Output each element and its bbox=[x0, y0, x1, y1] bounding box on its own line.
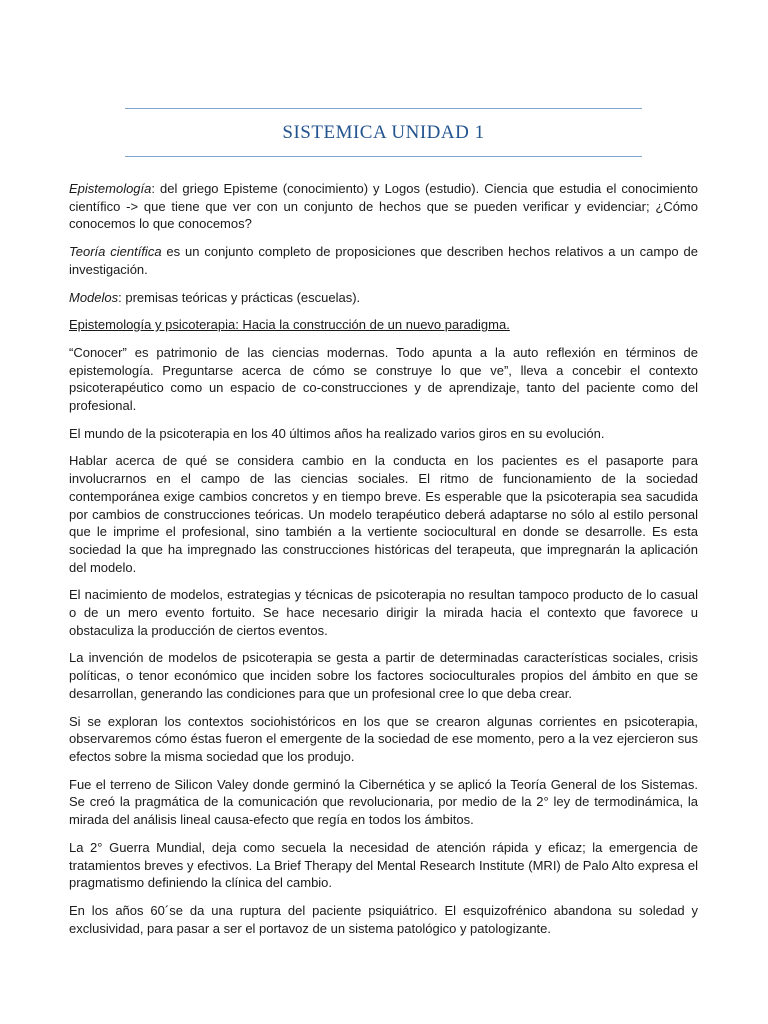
title-rule-bottom bbox=[125, 156, 642, 157]
paragraph-epistemologia bbox=[69, 180, 698, 233]
paragraph-nacimiento-modelos: El nacimiento de modelos, estrategias y técnicas de psicoterapia no resultan tampoco producto de lo casual o de un mero evento fortuito. Se hace necesario dirigir la mirada hacia el contexto que favorece u obstaculiza la producción de ciertos eventos. bbox=[69, 587, 698, 638]
paragraph-conocer: “Conocer” es patrimonio de las ciencias modernas. Todo apunta a la auto reflexión en términos de epistemología. Preguntarse acerca de cómo se construye lo que ve”, lleva a concebir el contexto psicoterapéutico como un espacio de co-construcciones y de aprendizaje, tanto del paciente como del profesional. bbox=[69, 344, 698, 414]
paragraph-segunda-guerra: La 2° Guerra Mundial, deja como secuela la necesidad de atención rápida y eficaz; la emergencia de tratamientos breves y efectivos. La Brief Therapy del Mental Research Institute (MRI) de Palo Alto expresa el pragmatismo definiendo la clínica del cambio. bbox=[69, 839, 698, 891]
paragraph-teoria-cientifica bbox=[69, 243, 698, 278]
page-title: SISTEMICA UNIDAD 1 bbox=[282, 122, 485, 143]
paragraph-modelos bbox=[69, 289, 698, 307]
definition-modelos: : premisas teóricas y prácticas (escuelas). bbox=[118, 289, 361, 305]
paragraph-silicon-valey: Fue el terreno de Silicon Valey donde germinó la Cibernética y se aplicó la Teoría General de los Sistemas. Se creó la pragmática de la comunicación que revolucionaria, por medio de la 2° ley de termodinámica, la mirada del análisis lineal causa-efecto que regía en todos los ámbitos. bbox=[69, 776, 698, 828]
paragraph-anos-60: En los años 60´se da una ruptura del paciente psiquiátrico. El esquizofrénico abandona su soledad y exclusividad, para pasar a ser el portavoz de un sistema patológico y patologizante. bbox=[69, 902, 698, 936]
term-epistemologia: Epistemología bbox=[69, 181, 152, 196]
paragraph-hablar-cambio: Hablar acerca de qué se considera cambio en la conducta en los pacientes es el pasaporte para involucrarnos en el campo de las ciencias sociales. El ritmo de funcionamiento de la sociedad contemporánea exige cambios concretos y en tiempo breve. Es esperable que la psicoterapia sea sacudida por cambios de construcciones teóricas. Un modelo terapéutico deberá adaptarse no sólo al estilo personal que le imprime el profesional, sino también a la vertiente sociocultural en donde se desarrolle. Es esta sociedad la que ha impregnado las construcciones históricas del terapeuta, que impregnarán la aplicación del modelo. bbox=[69, 453, 698, 575]
title-rule-top bbox=[125, 108, 642, 109]
definition-teoria-cientifica: es un conjunto completo de proposiciones que describen hechos relativos a un campo de investigación. bbox=[69, 244, 698, 277]
paragraph-mundo-psicoterapia: El mundo de la psicoterapia en los 40 últimos años ha realizado varios giros en su evolución. bbox=[69, 425, 605, 441]
term-modelos: Modelos bbox=[69, 289, 119, 305]
section-heading-text: Epistemología y psicoterapia: Hacia la construcción de un nuevo paradigma. bbox=[69, 317, 510, 333]
term-teoria-cientifica: Teoría científica bbox=[69, 244, 162, 260]
document-body bbox=[69, 180, 698, 947]
definition-epistemologia: : del griego Episteme (conocimiento) y Logos (estudio). Ciencia que estudia el conocimiento científico -> que tiene que ver con un conjunto de hechos que se pueden verificar y evidenciar; ¿Cómo conocemos lo que conocemos? bbox=[69, 181, 698, 232]
section-heading bbox=[69, 316, 698, 334]
paragraph-contextos-sociohistoricos: Si se exploran los contextos sociohistóricos en los que se crearon algunas corrientes en psicoterapia, observaremos cómo éstas fueron el emergente de la sociedad de ese momento, pero a la vez ejercieron sus efectos sobre la misma sociedad que los produjo. bbox=[69, 713, 698, 764]
paragraph-invencion-modelos: La invención de modelos de psicoterapia se gesta a partir de determinadas características sociales, crisis políticas, o tenor económico que inciden sobre los factores socioculturales propios del ámbito en que se desarrollan, generando las condiciones para que un profesional cree lo que deba crear. bbox=[69, 650, 698, 701]
